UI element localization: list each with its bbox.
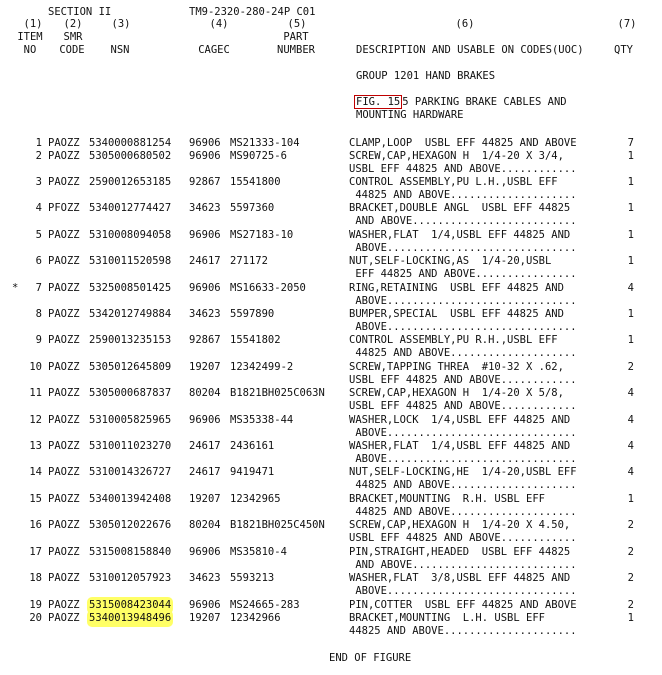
- item-number: 8: [35, 308, 42, 320]
- part-number: MS21333-104: [230, 137, 300, 149]
- table-row: [0, 493, 662, 521]
- item-number: 15: [29, 493, 42, 505]
- cage-code: 96906: [189, 599, 221, 611]
- cage-code: 24617: [189, 440, 221, 452]
- nsn: 5325008501425: [89, 282, 172, 294]
- description-line-1: WASHER,FLAT 1/4,USBL EFF 44825 AND: [349, 440, 571, 452]
- cage-code: 34623: [189, 202, 221, 214]
- nsn: 5340000881254: [89, 137, 172, 149]
- cage-code: 34623: [189, 308, 221, 320]
- item-number: 20: [29, 612, 42, 624]
- nsn: 2590013235153: [89, 334, 172, 346]
- nsn: 5310012057923: [89, 572, 172, 584]
- nsn: 5310005825965: [89, 414, 172, 426]
- nsn: 5305000680502: [89, 150, 172, 162]
- smr-code: PAOZZ: [48, 361, 80, 373]
- row-star-marker: *: [12, 282, 19, 294]
- table-row: [0, 546, 662, 574]
- item-number: 9: [35, 334, 42, 346]
- quantity: 2: [627, 361, 634, 373]
- nsn: 5340013942408: [89, 493, 172, 505]
- col-num-4: (4): [209, 18, 229, 30]
- table-row: [0, 282, 662, 310]
- end-of-figure: END OF FIGURE: [329, 652, 412, 664]
- part-number: 12342499-2: [230, 361, 294, 373]
- description-line-1: NUT,SELF-LOCKING,HE 1/4-20,USBL EFF: [349, 466, 577, 478]
- part-number: 15541802: [230, 334, 281, 346]
- quantity: 1: [627, 202, 634, 214]
- col-item-label: ITEM: [17, 31, 43, 43]
- table-row: [0, 440, 662, 468]
- part-number: 12342965: [230, 493, 281, 505]
- quantity: 1: [627, 176, 634, 188]
- figure-label: FIG. 15: [356, 96, 401, 108]
- figure-title-rest: 5 PARKING BRAKE CABLES AND: [402, 96, 567, 108]
- group-heading: GROUP 1201 HAND BRAKES: [356, 70, 496, 82]
- nsn: 5340012774427: [89, 202, 172, 214]
- cage-code: 96906: [189, 150, 221, 162]
- smr-code: PAOZZ: [48, 137, 80, 149]
- part-number: 5597360: [230, 202, 275, 214]
- item-number: 17: [29, 546, 42, 558]
- smr-code: PAOZZ: [48, 612, 80, 624]
- nsn: 5305000687837: [89, 387, 172, 399]
- part-number: 5597890: [230, 308, 275, 320]
- col-num-5: (5): [287, 18, 307, 30]
- part-number: MS16633-2050: [230, 282, 306, 294]
- smr-code: PAOZZ: [48, 176, 80, 188]
- quantity: 4: [627, 466, 634, 478]
- col-num-3: (3): [111, 18, 131, 30]
- col-smr-label: SMR: [63, 31, 83, 43]
- description-line-2: USBL EFF 44825 AND ABOVE............: [349, 532, 577, 544]
- quantity: 4: [627, 387, 634, 399]
- quantity: 1: [627, 308, 634, 320]
- nsn: 5315008423044: [89, 599, 172, 611]
- description-line-1: PIN,STRAIGHT,HEADED USBL EFF 44825: [349, 546, 571, 558]
- nsn: 5310008094058: [89, 229, 172, 241]
- part-number: B1821BH025C450N: [230, 519, 325, 531]
- part-number: B1821BH025C063N: [230, 387, 325, 399]
- nsn: 5305012022676: [89, 519, 172, 531]
- cage-code: 19207: [189, 612, 221, 624]
- part-number: 12342966: [230, 612, 281, 624]
- cage-code: 96906: [189, 546, 221, 558]
- description-line-1: NUT,SELF-LOCKING,AS 1/4-20,USBL: [349, 255, 552, 267]
- figure-title-line2: MOUNTING HARDWARE: [356, 109, 464, 121]
- item-number: 14: [29, 466, 42, 478]
- section-title: SECTION II: [48, 6, 112, 18]
- col-no-label: NO: [23, 44, 37, 56]
- part-number: MS24665-283: [230, 599, 300, 611]
- col-num-1: (1): [23, 18, 43, 30]
- quantity: 4: [627, 414, 634, 426]
- description-line-2: USBL EFF 44825 AND ABOVE............: [349, 374, 577, 386]
- figure-title: [354, 96, 567, 109]
- quantity: 2: [627, 519, 634, 531]
- quantity: 1: [627, 229, 634, 241]
- description-line-1: WASHER,FLAT 1/4,USBL EFF 44825 AND: [349, 229, 571, 241]
- item-number: 18: [29, 572, 42, 584]
- description-line-1: CONTROL ASSEMBLY,PU R.H.,USBL EFF: [349, 334, 558, 346]
- description-line-2: USBL EFF 44825 AND ABOVE............: [349, 163, 577, 175]
- col-num-7: (7): [617, 18, 637, 30]
- smr-code: PAOZZ: [48, 308, 80, 320]
- cage-code: 19207: [189, 361, 221, 373]
- quantity: 4: [627, 440, 634, 452]
- table-row: [0, 361, 662, 389]
- nsn: 5340013948496: [89, 612, 172, 624]
- col-code-label: CODE: [59, 44, 85, 56]
- cage-code: 19207: [189, 493, 221, 505]
- description-line-1: PIN,COTTER USBL EFF 44825 AND ABOVE: [349, 599, 577, 611]
- quantity: 1: [627, 612, 634, 624]
- col-number-label: NUMBER: [277, 44, 315, 56]
- col-cagec-label: CAGEC: [198, 44, 230, 56]
- part-number: MS90725-6: [230, 150, 287, 162]
- col-part-label: PART: [283, 31, 309, 43]
- nsn: 5305012645809: [89, 361, 172, 373]
- description-line-2: 44825 AND ABOVE....................: [349, 347, 577, 359]
- description-line-1: WASHER,LOCK 1/4,USBL EFF 44825 AND: [349, 414, 571, 426]
- description-line-2: USBL EFF 44825 AND ABOVE............: [349, 400, 577, 412]
- smr-code: PAOZZ: [48, 334, 80, 346]
- part-number: 5593213: [230, 572, 275, 584]
- description-line-1: BUMPER,SPECIAL USBL EFF 44825 AND: [349, 308, 564, 320]
- item-number: 13: [29, 440, 42, 452]
- cage-code: 96906: [189, 414, 221, 426]
- description-line-2: 44825 AND ABOVE....................: [349, 479, 577, 491]
- description-line-1: CONTROL ASSEMBLY,PU L.H.,USBL EFF: [349, 176, 558, 188]
- part-number: 15541800: [230, 176, 281, 188]
- table-row: [0, 387, 662, 415]
- description-line-2: AND ABOVE..........................: [349, 559, 577, 571]
- col-qty-label: QTY: [614, 44, 633, 56]
- cage-code: 96906: [189, 229, 221, 241]
- description-line-2: ABOVE..............................: [349, 453, 577, 465]
- smr-code: PAOZZ: [48, 599, 80, 611]
- table-row: [0, 229, 662, 257]
- item-number: 6: [35, 255, 42, 267]
- table-row: [0, 202, 662, 230]
- description-line-2: ABOVE..............................: [349, 321, 577, 333]
- item-number: 12: [29, 414, 42, 426]
- table-row: [0, 308, 662, 336]
- table-row: [0, 255, 662, 283]
- smr-code: PAOZZ: [48, 493, 80, 505]
- description-line-2: 44825 AND ABOVE....................: [349, 506, 577, 518]
- part-number: MS35810-4: [230, 546, 287, 558]
- description-line-2: ABOVE..............................: [349, 295, 577, 307]
- item-number: 1: [35, 137, 42, 149]
- description-line-1: BRACKET,MOUNTING L.H. USBL EFF: [349, 612, 545, 624]
- smr-code: PAOZZ: [48, 255, 80, 267]
- description-line-1: BRACKET,DOUBLE ANGL USBL EFF 44825: [349, 202, 571, 214]
- col-nsn-label: NSN: [110, 44, 130, 56]
- smr-code: PAOZZ: [48, 519, 80, 531]
- item-number: 19: [29, 599, 42, 611]
- description-line-2: 44825 AND ABOVE.....................: [349, 625, 577, 637]
- table-row: [0, 572, 662, 600]
- table-row: [0, 466, 662, 494]
- description-line-2: ABOVE..............................: [349, 427, 577, 439]
- smr-code: PAOZZ: [48, 572, 80, 584]
- smr-code: PAOZZ: [48, 282, 80, 294]
- description-line-1: WASHER,FLAT 3/8,USBL EFF 44825 AND: [349, 572, 571, 584]
- table-row: [0, 414, 662, 442]
- table-row: [0, 176, 662, 204]
- cage-code: 34623: [189, 572, 221, 584]
- item-number: 3: [35, 176, 42, 188]
- smr-code: PAOZZ: [48, 546, 80, 558]
- description-line-2: ABOVE..............................: [349, 585, 577, 597]
- description-line-1: SCREW,CAP,HEXAGON H 1/4-20 X 4.50,: [349, 519, 571, 531]
- smr-code: PFOZZ: [48, 202, 80, 214]
- quantity: 1: [627, 255, 634, 267]
- col-num-2: (2): [63, 18, 83, 30]
- description-line-2: ABOVE..............................: [349, 242, 577, 254]
- quantity: 1: [627, 334, 634, 346]
- description-line-1: CLAMP,LOOP USBL EFF 44825 AND ABOVE: [349, 137, 577, 149]
- col-num-6: (6): [455, 18, 475, 30]
- cage-code: 92867: [189, 334, 221, 346]
- quantity: 1: [627, 150, 634, 162]
- table-row: [0, 519, 662, 547]
- quantity: 2: [627, 546, 634, 558]
- cage-code: 96906: [189, 137, 221, 149]
- nsn: 5310011520598: [89, 255, 172, 267]
- cage-code: 24617: [189, 255, 221, 267]
- item-number: 7: [35, 282, 42, 294]
- quantity: 2: [627, 572, 634, 584]
- part-number: 2436161: [230, 440, 275, 452]
- smr-code: PAOZZ: [48, 150, 80, 162]
- part-number: MS27183-10: [230, 229, 294, 241]
- cage-code: 92867: [189, 176, 221, 188]
- quantity: 2: [627, 599, 634, 611]
- description-line-2: 44825 AND ABOVE....................: [349, 189, 577, 201]
- description-line-1: SCREW,CAP,HEXAGON H 1/4-20 X 3/4,: [349, 150, 564, 162]
- nsn: 5342012749884: [89, 308, 172, 320]
- smr-code: PAOZZ: [48, 440, 80, 452]
- col-desc-label: DESCRIPTION AND USABLE ON CODES(UOC): [356, 44, 584, 56]
- description-line-1: SCREW,CAP,HEXAGON H 1/4-20 X 5/8,: [349, 387, 564, 399]
- description-line-1: BRACKET,MOUNTING R.H. USBL EFF: [349, 493, 545, 505]
- item-number: 2: [35, 150, 42, 162]
- nsn: 2590012653185: [89, 176, 172, 188]
- description-line-1: SCREW,TAPPING THREA #10-32 X .62,: [349, 361, 564, 373]
- item-number: 16: [29, 519, 42, 531]
- part-number: 271172: [230, 255, 268, 267]
- item-number: 4: [35, 202, 42, 214]
- smr-code: PAOZZ: [48, 414, 80, 426]
- cage-code: 24617: [189, 466, 221, 478]
- description-line-1: RING,RETAINING USBL EFF 44825 AND: [349, 282, 564, 294]
- nsn: 5310014326727: [89, 466, 172, 478]
- quantity: 1: [627, 493, 634, 505]
- quantity: 7: [627, 137, 634, 149]
- smr-code: PAOZZ: [48, 387, 80, 399]
- item-number: 10: [29, 361, 42, 373]
- part-number: 9419471: [230, 466, 275, 478]
- cage-code: 96906: [189, 282, 221, 294]
- smr-code: PAOZZ: [48, 466, 80, 478]
- tm-number: TM9-2320-280-24P C01: [189, 6, 316, 18]
- smr-code: PAOZZ: [48, 229, 80, 241]
- table-row: [0, 612, 662, 640]
- cage-code: 80204: [189, 519, 221, 531]
- nsn: 5310011023270: [89, 440, 172, 452]
- item-number: 5: [35, 229, 42, 241]
- table-row: [0, 334, 662, 362]
- nsn: 5315008158840: [89, 546, 172, 558]
- description-line-2: AND ABOVE..........................: [349, 215, 577, 227]
- part-number: MS35338-44: [230, 414, 294, 426]
- quantity: 4: [627, 282, 634, 294]
- table-row: [0, 150, 662, 178]
- description-line-2: EFF 44825 AND ABOVE................: [349, 268, 577, 280]
- cage-code: 80204: [189, 387, 221, 399]
- item-number: 11: [29, 387, 42, 399]
